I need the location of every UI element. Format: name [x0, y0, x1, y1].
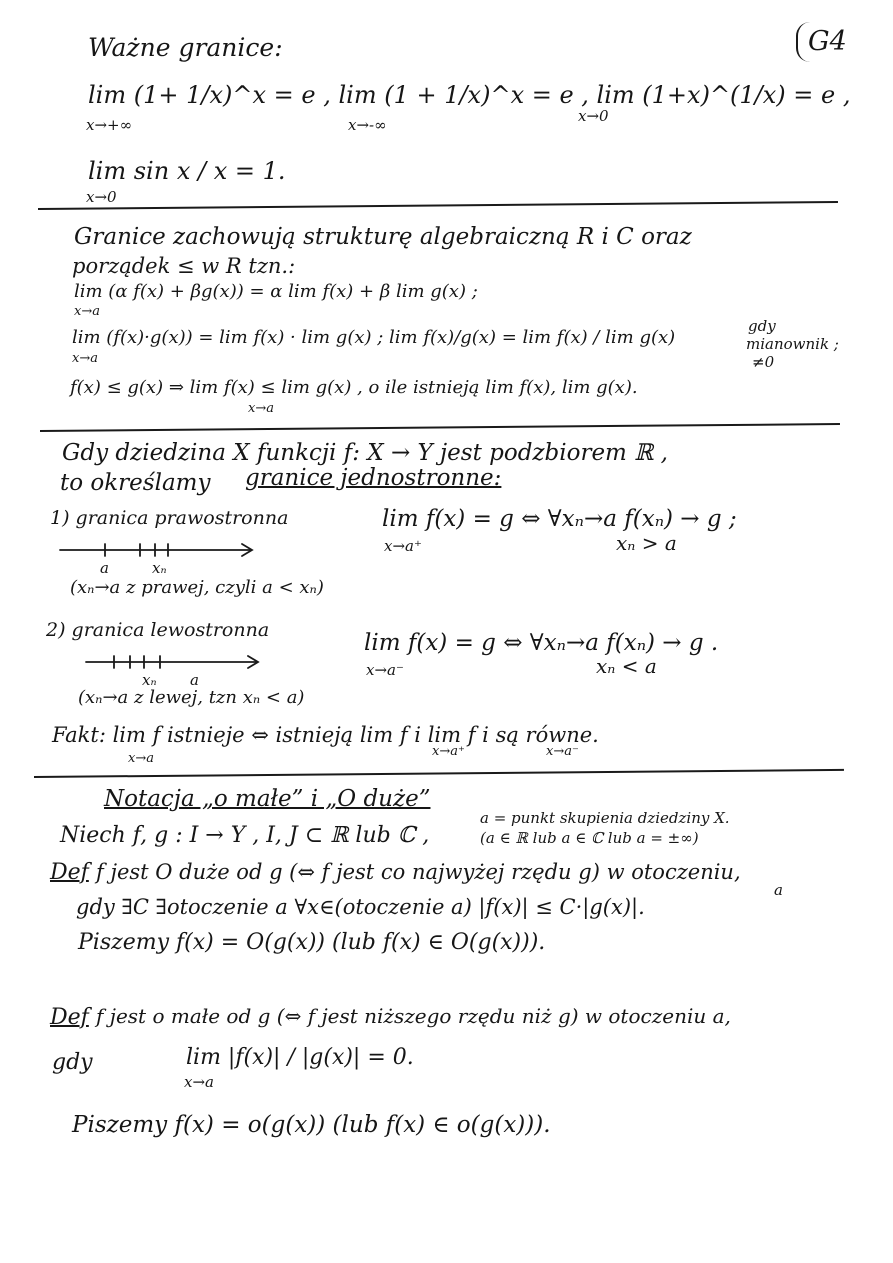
fact-sub-a-minus: x→a⁻: [546, 744, 579, 759]
one-sided-intro-prefix: to określamy: [60, 470, 211, 496]
little-o-def-label: Def: [50, 1005, 89, 1030]
separator-2: [40, 423, 840, 432]
left-axis-a: a: [190, 671, 199, 689]
big-o-def-text: f jest O duże od g (⇔ f jest co najwyżej rzędu g) w otoczeniu,: [96, 860, 741, 884]
little-o-notation: Piszemy f(x) = o(g(x)) (lub f(x) ∈ o(g(x))).: [72, 1112, 551, 1138]
big-o-notation: Piszemy f(x) = O(g(x)) (lub f(x) ∈ O(g(x))).: [78, 930, 546, 955]
left-limit-formula: lim f(x) = g ⇔ ∀xₙ→a f(xₙ) → g .: [364, 630, 719, 656]
right-limit-note: (xₙ→a z prawej, czyli a < xₙ): [70, 577, 324, 598]
separator-3: [34, 769, 844, 778]
left-limit-condition: xₙ < a: [596, 654, 657, 678]
limit-sub-zero: x→0: [578, 107, 609, 125]
one-sided-intro-line-1: Gdy dziedzina X funkcji f: X → Y jest podzbiorem ℝ ,: [62, 440, 668, 466]
limit-sub-plus-inf: x→+∞: [86, 116, 133, 134]
left-limit-label: 2) granica lewostronna: [46, 619, 270, 641]
product-quotient-sub: x→a: [72, 351, 98, 366]
one-sided-limits-term: granice jednostronne:: [245, 465, 502, 491]
little-o-gdy: gdy: [52, 1050, 93, 1075]
limit-sin-sub: x→0: [86, 188, 117, 206]
big-o-def-label: Def: [50, 860, 89, 885]
little-o-limit-sub: x→a: [184, 1073, 214, 1091]
product-quotient-formula: lim (f(x)·g(x)) = lim f(x) · lim g(x) ; lim f(x)/g(x) = lim f(x) / lim g(x): [72, 327, 676, 348]
order-preservation-formula: f(x) ≤ g(x) ⇒ lim f(x) ≤ lim g(x) , o ile istnieją lim f(x), lim g(x).: [70, 377, 638, 398]
page-tag: G4: [796, 22, 866, 62]
little-o-def-text: f jest o małe od g (⇔ f jest niższego rzędu niż g) w otoczeniu a,: [96, 1004, 731, 1028]
limit-sub-minus-inf: x→-∞: [348, 116, 387, 134]
separator-1: [38, 201, 838, 210]
order-preservation-sub: x→a: [248, 401, 274, 416]
fact-sub-a: x→a: [128, 751, 154, 766]
accumulation-point-note: a = punkt skupienia dziedziny X.: [480, 809, 730, 827]
limit-sin-formula: lim sin x / x = 1.: [88, 157, 286, 185]
right-limit-formula: lim f(x) = g ⇔ ∀xₙ→a f(xₙ) → g ;: [382, 506, 737, 532]
big-o-def-sub: a: [774, 881, 783, 899]
one-sided-fact: Fakt: lim f istnieje ⇔ istnieją lim f i lim f i są równe.: [52, 723, 599, 747]
linearity-formula: lim (α f(x) + βg(x)) = α lim f(x) + β lim g(x) ;: [74, 281, 478, 302]
quotient-note-denominator: mianownik ;: [746, 335, 839, 353]
algebra-intro-line-2: porządek ≤ w R tzn.:: [72, 254, 296, 278]
quotient-note-gdy: gdy: [748, 317, 776, 335]
left-limit-note: (xₙ→a z lewej, tzn xₙ < a): [78, 687, 305, 708]
linearity-sub: x→a: [74, 304, 100, 319]
fact-sub-a-plus: x→a⁺: [432, 744, 465, 759]
section-1-title: Ważne granice:: [88, 33, 283, 62]
left-limit-axis-arrow: [86, 650, 266, 674]
left-limit-sub: x→a⁻: [366, 661, 404, 679]
right-limit-condition: xₙ > a: [616, 531, 677, 555]
accumulation-point-range: (a ∈ ℝ lub a ∈ ℂ lub a = ±∞): [480, 829, 699, 847]
right-axis-xn: xₙ: [152, 559, 167, 577]
right-limit-label: 1) granica prawostronna: [50, 507, 289, 529]
right-limit-sub: x→a⁺: [384, 537, 422, 555]
quotient-note-nonzero: ≠0: [752, 353, 775, 371]
big-o-condition: gdy ∃C ∃otoczenie a ∀x∈(otoczenie a) |f(x)| ≤ C·|g(x)|.: [76, 895, 645, 919]
left-axis-xn: xₙ: [142, 671, 157, 689]
little-o-limit: lim |f(x)| / |g(x)| = 0.: [186, 1045, 414, 1070]
notation-setup-line: Niech f, g : I → Y , I, J ⊂ ℝ lub ℂ ,: [60, 823, 430, 848]
notation-title: Notacja „o małe” i „O duże”: [104, 786, 431, 812]
algebra-intro-line-1: Granice zachowują strukturę algebraiczną R i C oraz: [74, 224, 692, 250]
right-axis-a: a: [100, 559, 109, 577]
limit-e-formulas: lim (1+ 1/x)^x = e , lim (1 + 1/x)^x = e , lim (1+x)^(1/x) = e ,: [88, 81, 851, 109]
